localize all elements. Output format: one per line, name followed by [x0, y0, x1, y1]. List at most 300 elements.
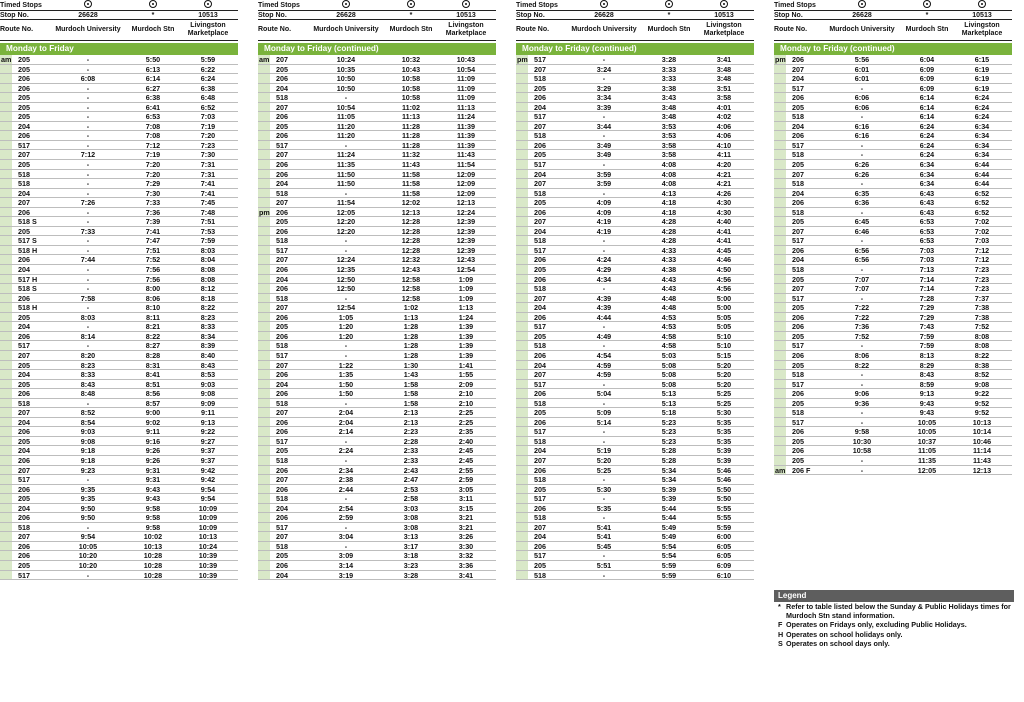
murdoch-stn-time: 9:00: [145, 408, 161, 418]
route-number: 206: [276, 560, 288, 570]
murdoch-university-time: -: [860, 370, 864, 380]
murdoch-university-time: 6:16: [854, 131, 870, 141]
trip-rows: [0, 55, 238, 580]
murdoch-stn-time: 7:19: [145, 150, 161, 160]
stop-number-row: [0, 11, 238, 20]
murdoch-stn-time: 3:17: [403, 541, 419, 551]
murdoch-stn-time: 4:33: [661, 255, 677, 265]
murdoch-university-time: -: [86, 188, 90, 198]
murdoch-stn-time: 4:48: [661, 303, 677, 313]
murdoch-university-time: 9:35: [80, 494, 96, 504]
murdoch-university-time: 10:50: [336, 83, 356, 93]
murdoch-stn-time: 5:18: [661, 408, 677, 418]
livingston-marketplace-time: 7:45: [200, 198, 216, 208]
stop-number: *: [644, 11, 694, 20]
route-number: 206: [534, 274, 546, 284]
stop-name: Murdoch University: [306, 20, 386, 41]
trip-row: [774, 65, 1012, 75]
trip-row: [0, 370, 238, 380]
murdoch-university-time: -: [860, 83, 864, 93]
murdoch-stn-time: 9:58: [145, 522, 161, 532]
murdoch-stn-time: 5:08: [661, 379, 677, 389]
route-number: 206: [792, 322, 804, 332]
trip-row: [0, 532, 238, 542]
trip-row: [258, 513, 496, 523]
trip-row: [774, 141, 1012, 151]
trip-row: [258, 370, 496, 380]
legend-item: [774, 603, 1014, 620]
trip-rows: [258, 55, 496, 580]
trip-row: [516, 475, 754, 485]
livingston-marketplace-time: 5:20: [716, 370, 732, 380]
trip-row: [774, 227, 1012, 237]
trip-row: [516, 551, 754, 561]
trip-row: [0, 65, 238, 75]
trip-row: [516, 561, 754, 571]
livingston-marketplace-time: 6:44: [974, 160, 990, 170]
livingston-marketplace-time: 5:46: [716, 465, 732, 475]
murdoch-stn-time: 3:13: [403, 532, 419, 542]
murdoch-stn-time: 3:48: [661, 102, 677, 112]
route-number: 517: [792, 236, 804, 246]
murdoch-university-time: 9:36: [854, 398, 870, 408]
trip-row: [0, 389, 238, 399]
livingston-marketplace-time: 4:30: [716, 198, 732, 208]
livingston-marketplace-time: 3:36: [458, 560, 474, 570]
trip-row: [774, 322, 1012, 332]
murdoch-university-time: 9:03: [80, 427, 96, 437]
route-number: 206: [534, 503, 546, 513]
murdoch-stn-time: 1:58: [403, 379, 419, 389]
stop-number-row: [516, 11, 754, 20]
route-number: 207: [276, 532, 288, 542]
livingston-marketplace-time: 2:09: [458, 379, 474, 389]
livingston-marketplace-time: 12:39: [456, 217, 476, 227]
trip-row: [258, 542, 496, 552]
trip-row: [0, 322, 238, 332]
murdoch-stn-time: 7:20: [145, 160, 161, 170]
livingston-marketplace-time: 5:35: [716, 436, 732, 446]
livingston-marketplace-time: 6:34: [974, 150, 990, 160]
route-number: 206: [792, 389, 804, 399]
murdoch-university-time: 7:58: [80, 293, 96, 303]
livingston-marketplace-time: 12:39: [456, 226, 476, 236]
murdoch-stn-time: 12:58: [401, 274, 421, 284]
murdoch-stn-time: 8:27: [145, 341, 161, 351]
murdoch-stn-time: 9:26: [145, 446, 161, 456]
livingston-marketplace-time: 9:22: [974, 389, 990, 399]
murdoch-university-time: 7:33: [80, 226, 96, 236]
livingston-marketplace-time: 4:02: [716, 112, 732, 122]
trip-row: [774, 122, 1012, 132]
murdoch-university-time: 5:56: [854, 55, 870, 64]
route-number: 207: [276, 198, 288, 208]
route-number: 518 H: [18, 303, 38, 313]
murdoch-university-time: 10:50: [336, 74, 356, 84]
murdoch-stn-time: 4:08: [661, 179, 677, 189]
livingston-marketplace-time: 7:38: [974, 312, 990, 322]
murdoch-university-time: 5:14: [596, 417, 612, 427]
livingston-marketplace-time: 11:39: [457, 131, 475, 141]
trip-row: [774, 84, 1012, 94]
trip-row: [258, 236, 496, 246]
murdoch-stn-time: 4:08: [661, 169, 677, 179]
trip-row: [258, 466, 496, 476]
route-number: 204: [276, 179, 288, 189]
trip-row: [516, 160, 754, 170]
legend-text: Refer to table listed below the Sunday & Public Holidays times for Murdoch Stn stand information.: [786, 602, 1011, 620]
livingston-marketplace-time: 7:52: [974, 322, 990, 332]
route-number: 207: [534, 370, 546, 380]
route-number: 206: [276, 226, 288, 236]
route-number: 205: [18, 64, 30, 74]
livingston-marketplace-time: 9:08: [974, 379, 990, 389]
murdoch-stn-time: 1:13: [403, 312, 419, 322]
murdoch-university-time: 5:30: [596, 484, 612, 494]
stop-number: *: [128, 11, 178, 20]
murdoch-university-time: -: [344, 293, 348, 303]
livingston-marketplace-time: 8:12: [200, 284, 216, 294]
timed-stop-icon: [720, 0, 728, 8]
route-number: 518: [792, 179, 804, 189]
livingston-marketplace-time: 1:39: [458, 331, 474, 341]
livingston-marketplace-time: 7:23: [974, 274, 990, 284]
stop-number: 26628: [48, 11, 128, 20]
livingston-marketplace-time: 6:09: [716, 560, 732, 570]
murdoch-university-time: 2:44: [338, 484, 354, 494]
livingston-marketplace-time: 5:39: [716, 446, 732, 456]
trip-rows: [516, 55, 754, 580]
trip-row: [516, 408, 754, 418]
trip-row: [516, 189, 754, 199]
trip-row: [0, 523, 238, 533]
trip-row: [774, 332, 1012, 342]
trip-row: [258, 74, 496, 84]
murdoch-stn-time: 8:57: [145, 398, 161, 408]
trip-row: [774, 456, 1012, 466]
livingston-marketplace-time: 6:22: [200, 64, 216, 74]
timed-stop-marker: [902, 0, 952, 11]
livingston-marketplace-time: 3:21: [458, 513, 474, 523]
trip-row: [258, 284, 496, 294]
livingston-marketplace-time: 9:54: [200, 494, 216, 504]
trip-row: [774, 160, 1012, 170]
livingston-marketplace-time: 9:52: [974, 398, 990, 408]
murdoch-university-time: 1:22: [338, 360, 354, 370]
livingston-marketplace-time: 7:38: [974, 303, 990, 313]
legend-item: [774, 621, 1014, 630]
murdoch-university-time: 6:46: [854, 226, 870, 236]
murdoch-university-time: 4:39: [596, 303, 612, 313]
trip-row: [774, 179, 1012, 189]
murdoch-stn-time: 6:09: [919, 64, 935, 74]
route-number: 207: [276, 303, 288, 313]
livingston-marketplace-time: 12:09: [456, 179, 476, 189]
murdoch-university-time: 7:36: [854, 322, 870, 332]
murdoch-university-time: 5:25: [596, 465, 612, 475]
route-number: 518: [276, 341, 288, 351]
murdoch-university-time: -: [86, 169, 90, 179]
route-number: 517: [18, 341, 30, 351]
murdoch-stn-time: 6:34: [919, 160, 935, 170]
trip-row: [0, 294, 238, 304]
livingston-marketplace-time: 7:59: [200, 236, 216, 246]
route-number: 207: [534, 64, 546, 74]
murdoch-stn-time: 2:53: [403, 484, 419, 494]
murdoch-stn-time: 11:43: [402, 160, 420, 170]
livingston-marketplace-time: 6:19: [974, 74, 990, 84]
murdoch-university-time: 1:50: [338, 379, 354, 389]
route-number: 207: [276, 475, 288, 485]
murdoch-university-time: 5:19: [596, 446, 612, 456]
timed-stop-icon: [665, 0, 673, 8]
route-number: 204: [792, 188, 804, 198]
trip-row: [516, 571, 754, 581]
murdoch-stn-time: 7:39: [145, 217, 161, 227]
route-number: 206: [18, 484, 30, 494]
route-number: 518 H: [18, 245, 38, 255]
murdoch-university-time: -: [602, 436, 606, 446]
route-number: 205: [792, 436, 804, 446]
livingston-marketplace-time: 5:00: [716, 293, 732, 303]
murdoch-stn-time: 10:28: [143, 551, 163, 561]
route-number: 207: [792, 169, 804, 179]
route-number: 518 S: [18, 284, 37, 294]
murdoch-stn-time: 3:28: [661, 55, 677, 64]
trip-row: [0, 179, 238, 189]
livingston-marketplace-time: 10:09: [198, 503, 218, 513]
livingston-marketplace-time: 1:24: [458, 312, 474, 322]
murdoch-stn-time: 5:50: [145, 55, 161, 64]
trip-row: [0, 55, 238, 65]
livingston-marketplace-time: 3:48: [716, 74, 732, 84]
timetable-column-4: [774, 0, 1012, 475]
murdoch-university-time: -: [860, 236, 864, 246]
trip-row: [0, 466, 238, 476]
schedule-day-banner: Monday to Friday (continued): [516, 43, 754, 55]
livingston-marketplace-time: 1:39: [458, 341, 474, 351]
murdoch-stn-time: 5:59: [661, 560, 677, 570]
trip-row: [774, 55, 1012, 65]
route-number: 205: [18, 379, 30, 389]
livingston-marketplace-time: 8:03: [200, 245, 216, 255]
livingston-marketplace-time: 5:05: [716, 312, 732, 322]
livingston-marketplace-time: 6:52: [974, 198, 990, 208]
murdoch-stn-time: 8:11: [146, 312, 160, 322]
route-number: 518: [18, 522, 30, 532]
murdoch-stn-time: 4:28: [661, 217, 677, 227]
route-number: 205: [792, 217, 804, 227]
route-number: 207: [534, 217, 546, 227]
legend-key: *: [778, 602, 781, 611]
trip-row: [516, 351, 754, 361]
murdoch-stn-time: 1:58: [403, 389, 419, 399]
livingston-marketplace-time: 1:09: [458, 293, 474, 303]
trip-row: [774, 131, 1012, 141]
murdoch-university-time: -: [86, 217, 90, 227]
murdoch-stn-time: 1:28: [403, 341, 419, 351]
livingston-marketplace-time: 3:51: [716, 83, 732, 93]
trip-row: [516, 389, 754, 399]
stop-name: Murdoch Stn: [386, 20, 436, 41]
trip-row: [774, 170, 1012, 180]
murdoch-university-time: 2:24: [338, 446, 354, 456]
murdoch-stn-time: 5:54: [661, 551, 677, 561]
livingston-marketplace-time: 8:22: [200, 303, 216, 313]
murdoch-stn-time: 7:12: [145, 140, 161, 150]
murdoch-stn-time: 12:58: [401, 284, 421, 294]
murdoch-stn-time: 7:29: [145, 179, 161, 189]
trip-row: [258, 313, 496, 323]
murdoch-stn-time: 6:09: [919, 83, 935, 93]
trip-row: [774, 466, 1012, 476]
murdoch-university-time: 7:07: [854, 284, 870, 294]
murdoch-stn-time: 7:03: [919, 245, 935, 255]
trip-row: [516, 236, 754, 246]
murdoch-university-time: -: [86, 475, 90, 485]
route-number: 204: [18, 446, 30, 456]
livingston-marketplace-time: 8:33: [200, 322, 216, 332]
livingston-marketplace-time: 9:22: [200, 427, 216, 437]
route-number: 517: [534, 55, 546, 64]
route-number: 204: [18, 121, 30, 131]
murdoch-university-time: 9:18: [80, 455, 96, 465]
murdoch-university-time: -: [602, 551, 606, 561]
murdoch-university-time: -: [860, 265, 864, 275]
trip-row: [0, 475, 238, 485]
trip-row: [774, 446, 1012, 456]
murdoch-stn-time: 6:04: [919, 55, 935, 64]
murdoch-stn-time: 7:59: [919, 331, 935, 341]
murdoch-stn-time: 4:28: [661, 226, 677, 236]
murdoch-university-time: -: [344, 398, 348, 408]
route-number: 207: [276, 150, 288, 160]
livingston-marketplace-time: 8:39: [200, 341, 216, 351]
murdoch-stn-time: 12:05: [917, 465, 937, 475]
trip-row: [516, 504, 754, 514]
murdoch-university-time: 10:24: [336, 55, 356, 64]
murdoch-stn-time: 1:30: [403, 360, 419, 370]
livingston-marketplace-time: 10:13: [972, 417, 992, 427]
route-number: 517: [534, 112, 546, 122]
murdoch-stn-time: 6:34: [919, 169, 935, 179]
murdoch-university-time: 3:59: [596, 169, 612, 179]
route-no-label: Route No.: [516, 20, 564, 41]
murdoch-university-time: 12:50: [336, 274, 356, 284]
trip-row: [258, 112, 496, 122]
livingston-marketplace-time: 5:35: [716, 417, 732, 427]
murdoch-university-time: 6:01: [854, 74, 870, 84]
trip-row: [516, 341, 754, 351]
timed-stops-row: [774, 0, 1012, 11]
trip-row: [774, 236, 1012, 246]
murdoch-university-time: 4:24: [596, 255, 612, 265]
livingston-marketplace-time: 5:00: [716, 303, 732, 313]
stop-name: Murdoch University: [564, 20, 644, 41]
livingston-marketplace-time: 9:27: [200, 436, 216, 446]
timed-stop-marker: [128, 0, 178, 11]
route-number: 206: [18, 255, 30, 265]
livingston-marketplace-time: 2:45: [458, 446, 474, 456]
murdoch-stn-time: 9:31: [145, 465, 161, 475]
livingston-marketplace-time: 9:08: [200, 389, 216, 399]
trip-row: [774, 380, 1012, 390]
ampm-marker: pm: [517, 55, 528, 64]
murdoch-stn-time: 6:38: [145, 93, 161, 103]
route-number: 206: [792, 312, 804, 322]
livingston-marketplace-time: 12:09: [456, 169, 476, 179]
stop-no-label: Stop No.: [774, 11, 822, 20]
murdoch-university-time: 11:50: [337, 169, 355, 179]
livingston-marketplace-time: 7:48: [200, 207, 216, 217]
route-number: 204: [276, 379, 288, 389]
livingston-marketplace-time: 12:54: [456, 265, 476, 275]
stop-no-label: Stop No.: [516, 11, 564, 20]
murdoch-stn-time: 9:43: [919, 398, 935, 408]
murdoch-university-time: 4:59: [596, 370, 612, 380]
route-number: 207: [792, 226, 804, 236]
legend-item: [774, 640, 1014, 649]
trip-row: [0, 265, 238, 275]
route-number: 205: [276, 64, 288, 74]
trip-row: [774, 418, 1012, 428]
trip-row: [0, 437, 238, 447]
murdoch-university-time: 12:20: [336, 217, 356, 227]
murdoch-stn-time: 9:43: [145, 494, 161, 504]
route-number: 205: [18, 436, 30, 446]
trip-row: [774, 313, 1012, 323]
route-number: 204: [792, 74, 804, 84]
trip-row: [774, 189, 1012, 199]
ampm-marker: am: [1, 55, 12, 64]
trip-row: [516, 179, 754, 189]
murdoch-stn-time: 6:24: [919, 150, 935, 160]
trip-row: [774, 246, 1012, 256]
trip-row: [516, 227, 754, 237]
murdoch-stn-time: 1:28: [403, 322, 419, 332]
route-number: 206: [276, 331, 288, 341]
legend-text: Operates on school days only.: [786, 639, 890, 649]
murdoch-stn-time: 5:49: [661, 532, 677, 542]
murdoch-university-time: 8:43: [80, 379, 96, 389]
murdoch-stn-time: 12:13: [401, 207, 421, 217]
stop-number: 26628: [822, 11, 902, 20]
trip-row: [774, 437, 1012, 447]
murdoch-stn-time: 3:43: [661, 93, 677, 103]
murdoch-university-time: 11:20: [337, 121, 355, 131]
route-number: 206: [534, 93, 546, 103]
murdoch-university-time: 9:50: [80, 503, 96, 513]
murdoch-university-time: -: [860, 150, 864, 160]
livingston-marketplace-time: 4:26: [716, 188, 732, 198]
murdoch-university-time: 5:45: [596, 541, 612, 551]
route-number: 518: [792, 207, 804, 217]
livingston-marketplace-time: 6:10: [716, 570, 732, 580]
murdoch-university-time: -: [344, 494, 348, 504]
livingston-marketplace-time: 8:08: [200, 274, 216, 284]
livingston-marketplace-time: 11:39: [457, 140, 475, 150]
livingston-marketplace-time: 5:10: [716, 331, 732, 341]
murdoch-stn-time: 6:14: [145, 74, 161, 84]
livingston-marketplace-time: 8:04: [200, 255, 216, 265]
trip-row: [258, 170, 496, 180]
murdoch-university-time: 6:26: [854, 169, 870, 179]
murdoch-stn-time: 11:02: [402, 102, 420, 112]
murdoch-university-time: -: [344, 455, 348, 465]
stop-number: 10513: [436, 11, 496, 20]
livingston-marketplace-time: 6:05: [716, 541, 732, 551]
timed-stop-icon: [407, 0, 415, 8]
